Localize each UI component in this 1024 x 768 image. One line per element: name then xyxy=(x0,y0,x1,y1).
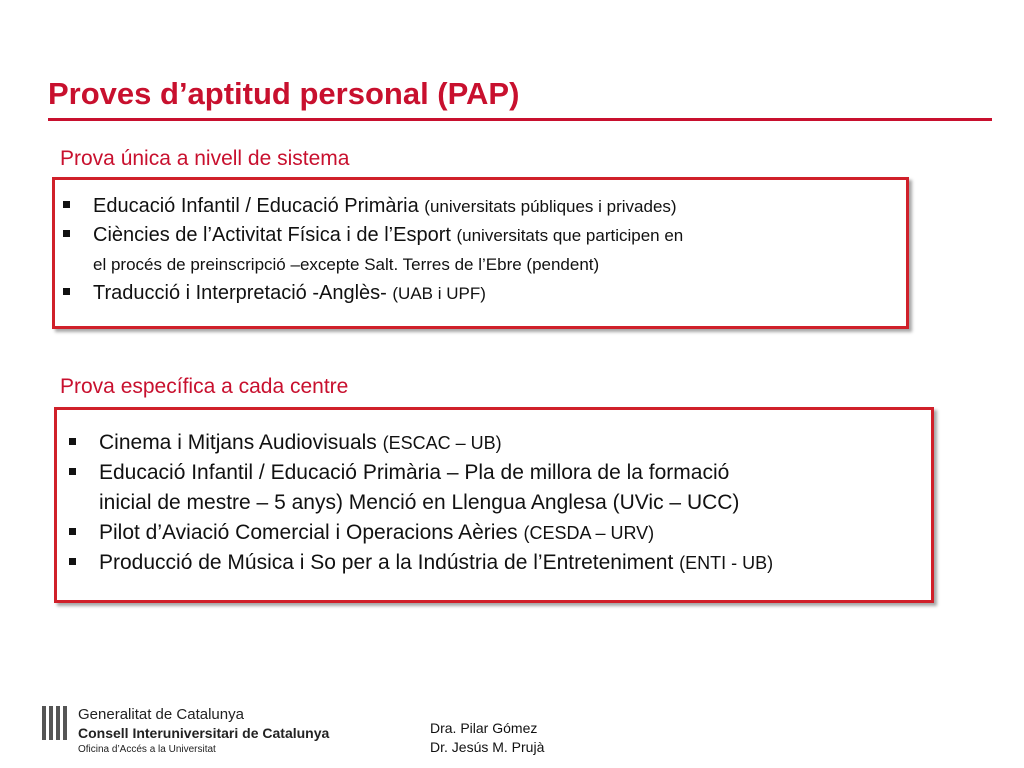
bullet-icon xyxy=(69,468,76,475)
authors-block xyxy=(430,719,544,757)
list-item xyxy=(57,458,931,518)
section-2-box xyxy=(54,407,934,603)
list-item xyxy=(57,428,931,458)
item-note: (universitats que participen en xyxy=(456,226,684,245)
item-continuation: inicial de mestre – 5 anys) Menció en Llengua Anglesa (UVic – UCC) xyxy=(99,491,740,514)
author-1: Dra. Pilar Gómez xyxy=(430,720,538,736)
org-name-3: Oficina d’Accés a la Universitat xyxy=(78,744,216,755)
section-2-list xyxy=(57,410,931,578)
bullet-icon xyxy=(69,438,76,445)
item-note: (universitats públiques i privades) xyxy=(424,197,677,216)
author-2: Dr. Jesús M. Prujà xyxy=(430,739,545,755)
bullet-icon xyxy=(69,558,76,565)
item-text: Traducció i Interpretació -Anglès- xyxy=(93,282,393,304)
item-text: Educació Infantil / Educació Primària xyxy=(93,195,425,217)
item-text: Producció de Música i So per a la Indústria de l’Entreteniment xyxy=(99,551,680,574)
item-continuation: el procés de preinscripció –excepte Salt. Terres de l’Ebre (pendent) xyxy=(93,255,600,274)
bullet-icon xyxy=(69,528,76,535)
list-item xyxy=(57,518,931,548)
bullet-icon xyxy=(63,230,70,237)
org-name-1: Generalitat de Catalunya xyxy=(78,706,244,723)
list-item xyxy=(57,548,931,578)
slide-title: Proves d’aptitud personal (PAP) xyxy=(48,76,520,111)
section-1-box xyxy=(52,177,909,329)
org-name-2: Consell Interuniversitari de Catalunya xyxy=(78,725,330,741)
list-item xyxy=(55,192,906,221)
item-note: (UAB i UPF) xyxy=(392,284,486,303)
item-text: Cinema i Mitjans Audiovisuals xyxy=(99,431,383,454)
generalitat-bars-icon xyxy=(40,706,70,740)
item-note: (ENTI - UB) xyxy=(679,553,774,573)
bullet-icon xyxy=(63,288,70,295)
item-note: (ESCAC – UB) xyxy=(382,433,502,453)
list-item xyxy=(55,279,906,308)
bullet-icon xyxy=(63,201,70,208)
organization-block xyxy=(78,706,329,758)
section-1-label: Prova única a nivell de sistema xyxy=(60,147,350,170)
item-text: Educació Infantil / Educació Primària – Pla de millora de la formació xyxy=(99,461,730,484)
item-note: (CESDA – URV) xyxy=(523,523,655,543)
item-text: Ciències de l’Activitat Física i de l’Esport xyxy=(93,224,457,246)
section-2-label: Prova específica a cada centre xyxy=(60,375,349,398)
section-1-list xyxy=(55,180,906,308)
item-text: Pilot d’Aviació Comercial i Operacions Aèries xyxy=(99,521,524,544)
title-divider xyxy=(48,118,992,121)
list-item xyxy=(55,221,906,279)
